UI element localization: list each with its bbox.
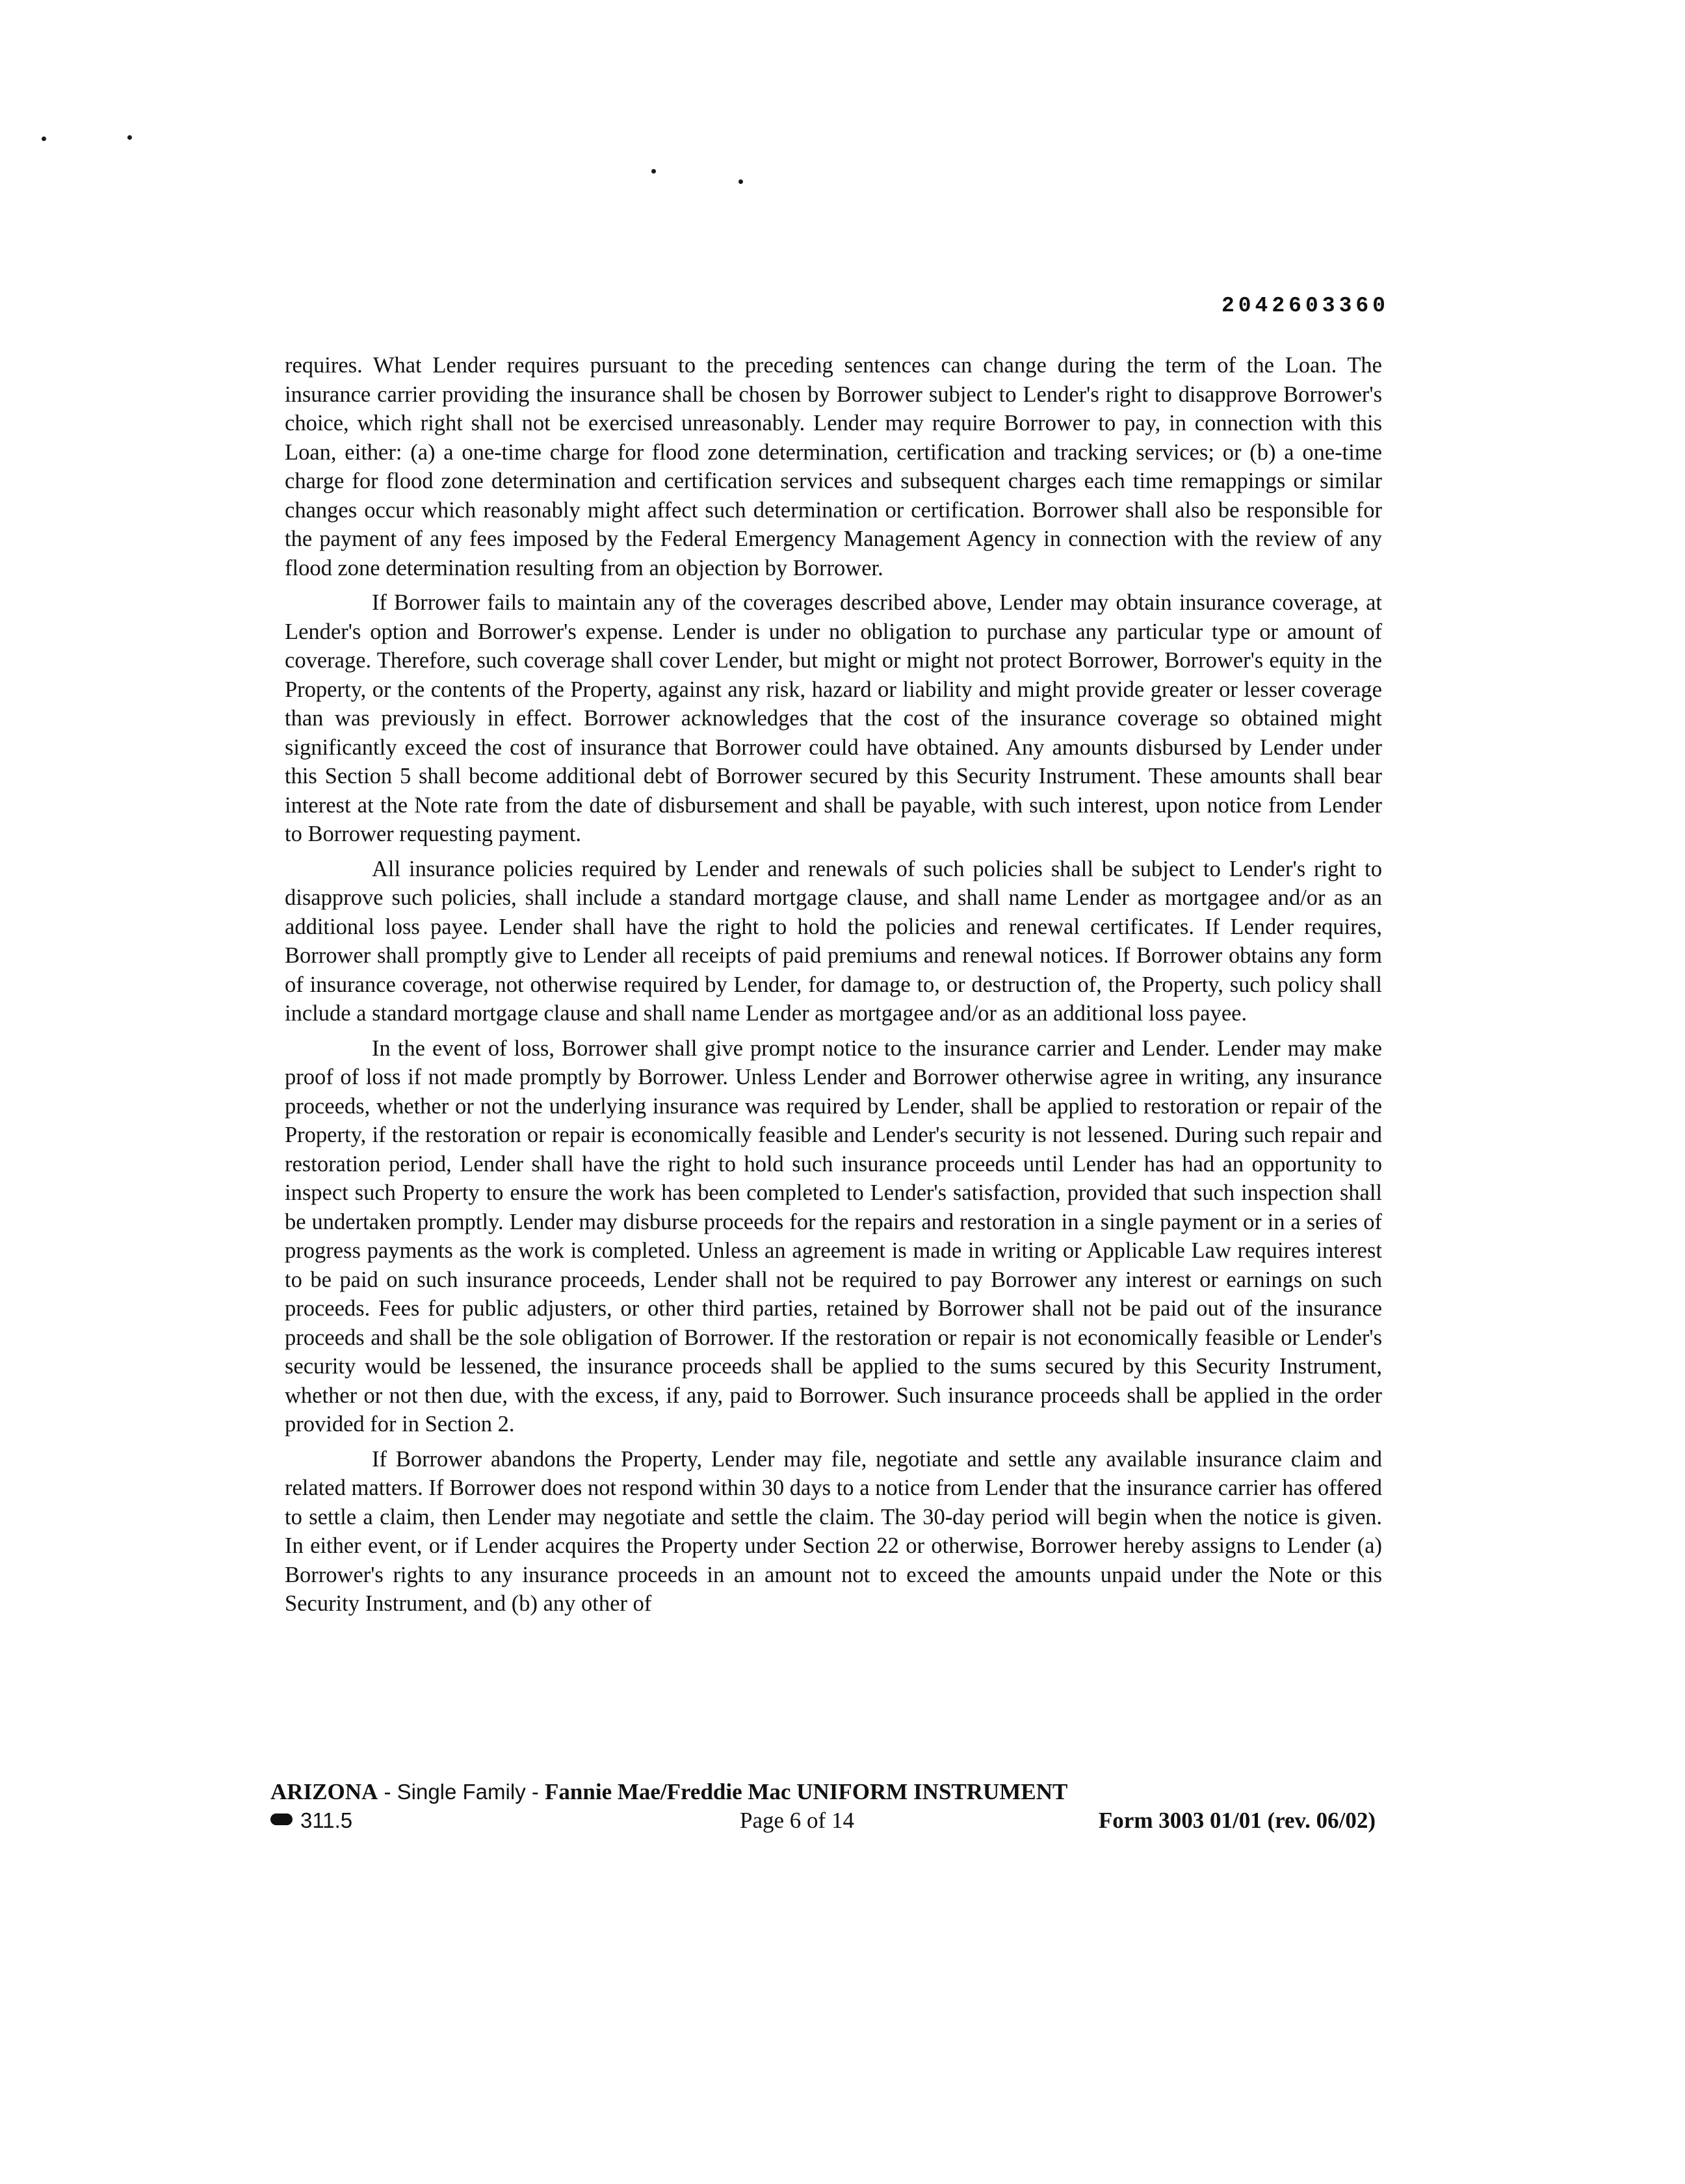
- scan-speck: [42, 136, 46, 141]
- scan-speck: [651, 169, 656, 174]
- footer-description: Single Family: [397, 1780, 526, 1804]
- paragraph-event-of-loss: In the event of loss, Borrower shall give prompt notice to the insurance carrier and Lender. Lender may make proof of loss if not made promptly by Borrower. Unless Lender and Borrower otherwise agree in writing, any insurance proceeds, whether or not the underlying insurance was required by Lender, shall be applied to restoration or repair of the Property, if the restoration or repair is economically feasible and Lender's security is not lessened. During such repair and restoration period, Lender shall have the right to hold such insurance proceeds until Lender has had an opportunity to inspect such Property to ensure the work has been completed to Lender's satisfaction, provided that such inspection shall be undertaken promptly. Lender may disburse proceeds for the repairs and restoration in a single payment or in a series of progress payments as the work is completed. Unless an agreement is made in writing or Applicable Law requires interest to be paid on such insurance proceeds, Lender shall not be required to pay Borrower any interest or earnings on such proceeds. Fees for public adjusters, or other third parties, retained by Borrower shall not be paid out of the insurance proceeds and shall be the sole obligation of Borrower. If the restoration or repair is not economically feasible or Lender's security would be lessened, the insurance proceeds shall be applied to the sums secured by this Security Instrument, whether or not then due, with the excess, if any, paid to Borrower. Such insurance proceeds shall be applied in the order provided for in Section 2.: [285, 1035, 1382, 1436]
- paragraph-lender-obtained-coverage: If Borrower fails to maintain any of the coverages described above, Lender may obtain insurance coverage, at Lender's option and Borrower's expense. Lender is under no obligation to purchase any particular type or amount of coverage. Therefore, such coverage shall cover Lender, but might or might not protect Borrower, Borrower's equity in the Property, or the contents of the Property, against any risk, hazard or liability and might provide greater or lesser coverage than was previously in effect. Borrower acknowledges that the cost of the insurance coverage so obtained might significantly exceed the cost of insurance that Borrower could have obtained. Any amounts disbursed by Lender under this Section 5 shall become additional debt of Borrower secured by this Security Instrument. These amounts shall bear interest at the Note rate from the date of disbursement and shall be payable, with such interest, upon notice from Lender to Borrower requesting payment.: [285, 590, 1382, 846]
- footer-info-line: [270, 1806, 1376, 1835]
- paragraph-abandonment: If Borrower abandons the Property, Lender may file, negotiate and settle any available insurance claim and related matters. If Borrower does not respond within 30 days to a notice from Lender that the insurance carrier has offered to settle a claim, then Lender may negotiate and settle the claim. The 30-day period will begin when the notice is given. In either event, or if Lender acquires the Property under Section 22 or otherwise, Borrower hereby assigns to Lender (a) Borrower's rights to any insurance proceeds in an amount not to exceed the amounts unpaid under the Note or this Security Instrument, and (b) any other of: [285, 1446, 1382, 1616]
- scan-speck: [127, 135, 132, 140]
- document-number: 2042603360: [1221, 294, 1389, 318]
- form-footer: [270, 1778, 1376, 1835]
- footer-title-line: [270, 1778, 1376, 1806]
- footer-separator: -: [525, 1780, 545, 1804]
- footer-form-code: [270, 1806, 352, 1835]
- footer-page-number: Page 6 of 14: [740, 1808, 854, 1833]
- vendor-logo-icon: [270, 1814, 293, 1825]
- footer-separator: -: [378, 1780, 397, 1804]
- document-body: [285, 351, 1382, 1624]
- paragraph-insurance-policies: All insurance policies required by Lender and renewals of such policies shall be subject to Lender's right to disapprove such policies, shall include a standard mortgage clause, and shall name Lender as mortgagee and/or as an additional loss payee. Lender shall have the right to hold the policies and renewal certificates. If Lender requires, Borrower shall promptly give to Lender all receipts of paid premiums and renewal notices. If Borrower obtains any form of insurance coverage, not otherwise required by Lender, for damage to, or destruction of, the Property, such policy shall include a standard mortgage clause and shall name Lender as mortgagee and/or as an additional loss payee.: [285, 856, 1382, 1026]
- footer-state: ARIZONA: [270, 1779, 378, 1804]
- paragraph-flood-insurance-continued: requires. What Lender requires pursuant to the preceding sentences can change during the term of the Loan. The insurance carrier providing the insurance shall be chosen by Borrower subject to Lender's right to disapprove Borrower's choice, which right shall not be exercised unreasonably. Lender may require Borrower to pay, in connection with this Loan, either: (a) a one-time charge for flood zone determination, certification and tracking services; or (b) a one-time charge for flood zone determination and certification services and subsequent charges each time remappings or similar changes occur which reasonably might affect such determination or certification. Borrower shall also be responsible for the payment of any fees imposed by the Federal Emergency Management Agency in connection with the review of any flood zone determination resulting from an objection by Borrower.: [285, 353, 1382, 580]
- footer-form-number: Form 3003 01/01 (rev. 06/02): [1098, 1808, 1376, 1833]
- footer-instrument: Fannie Mae/Freddie Mac UNIFORM INSTRUMENT: [545, 1779, 1068, 1804]
- footer-form-code-text: 311.5: [300, 1808, 353, 1832]
- scan-speck: [738, 179, 743, 184]
